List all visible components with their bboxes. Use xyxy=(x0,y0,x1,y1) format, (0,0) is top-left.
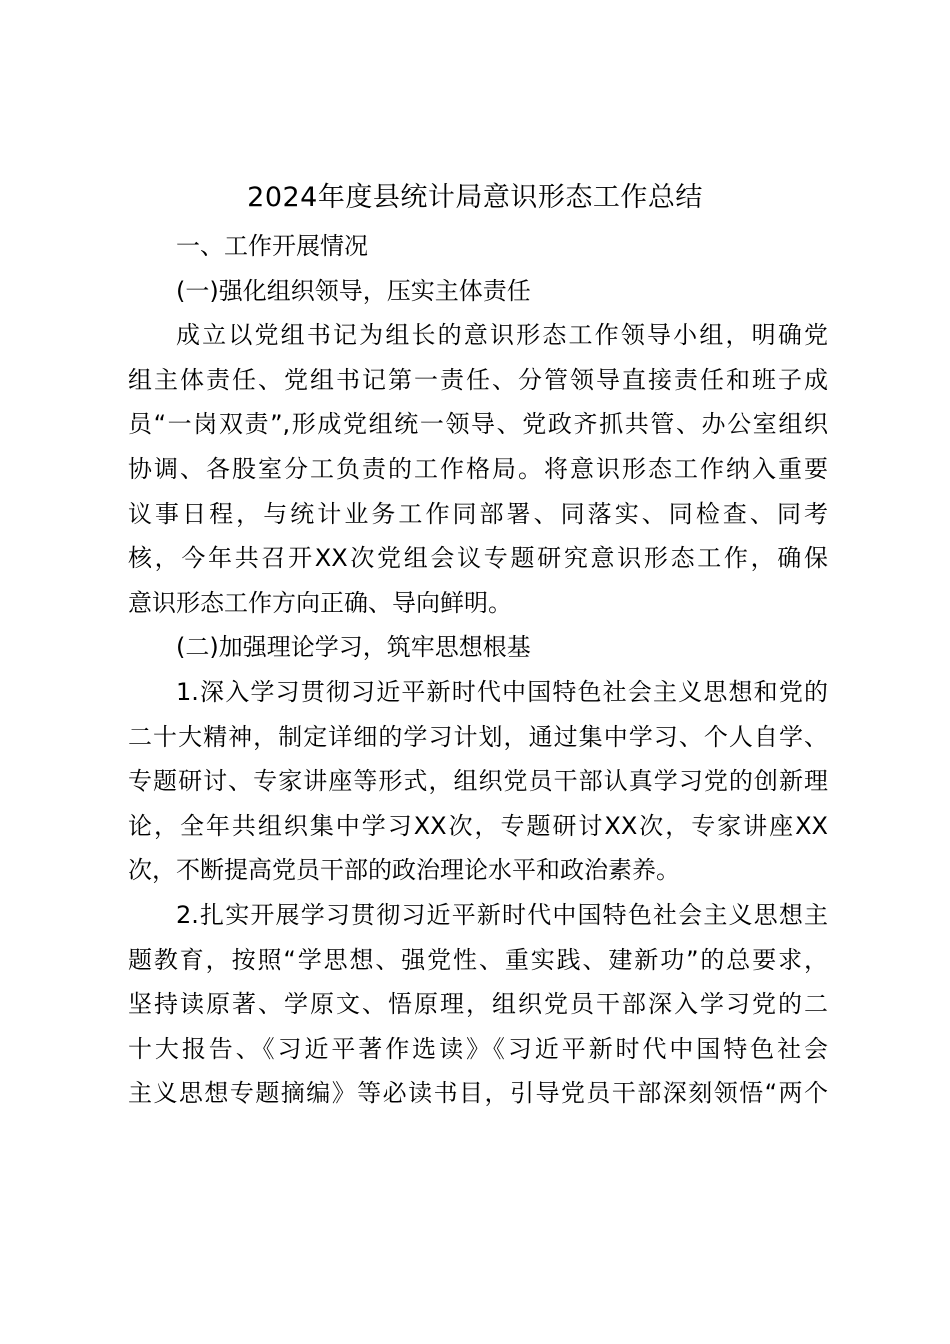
paragraph-line: 员“一岗双责”,形成党组统一领导、党政齐抓共管、办公室组织 xyxy=(128,410,828,439)
document-title: 2024年度县统计局意识形态工作总结 xyxy=(247,182,703,213)
paragraph-line: 意识形态工作方向正确、导向鲜明。 xyxy=(128,588,512,617)
paragraph-line: 主义思想专题摘编》等必读书目，引导党员干部深刻领悟“两个 xyxy=(128,1079,828,1108)
paragraph-line: 题教育，按照“学思想、强党性、重实践、建新功”的总要求， xyxy=(128,945,828,974)
section-heading-1: 一、工作开展情况 xyxy=(176,232,368,260)
paragraph-line: 专题研讨、专家讲座等形式，组织党员干部认真学习党的创新理 xyxy=(128,767,828,796)
paragraph-line: 议事日程，与统计业务工作同部署、同落实、同检查、同考 xyxy=(128,499,828,528)
paragraph-line: 次，不断提高党员干部的政治理论水平和政治素养。 xyxy=(128,856,680,885)
paragraph-line: 组主体责任、党组书记第一责任、分管领导直接责任和班子成 xyxy=(128,365,828,394)
paragraph-line: 论，全年共组织集中学习XX次，专题研讨XX次，专家讲座XX xyxy=(128,811,828,840)
subsection-heading-2: (二)加强理论学习，筑牢思想根基 xyxy=(176,633,531,662)
paragraph-line: 二十大精神，制定详细的学习计划，通过集中学习、个人自学、 xyxy=(128,722,828,751)
paragraph-line: 十大报告、《习近平著作选读》《习近平新时代中国特色社会 xyxy=(128,1034,828,1063)
subsection-heading-1: (一)强化组织领导，压实主体责任 xyxy=(176,276,531,305)
document-body xyxy=(128,224,828,1116)
paragraph-line: 成立以党组书记为组长的意识形态工作领导小组，明确党 xyxy=(176,321,828,350)
paragraph-line: 坚持读原著、学原文、悟原理，组织党员干部深入学习党的二 xyxy=(128,990,828,1019)
paragraph-line: 1.深入学习贯彻习近平新时代中国特色社会主义思想和党的 xyxy=(176,677,828,706)
paragraph-line: 核，今年共召开XX次党组会议专题研究意识形态工作，确保 xyxy=(128,544,828,573)
paragraph-line: 2.扎实开展学习贯彻习近平新时代中国特色社会主义思想主 xyxy=(176,900,828,929)
paragraph-line: 协调、各股室分工负责的工作格局。将意识形态工作纳入重要 xyxy=(128,454,828,483)
